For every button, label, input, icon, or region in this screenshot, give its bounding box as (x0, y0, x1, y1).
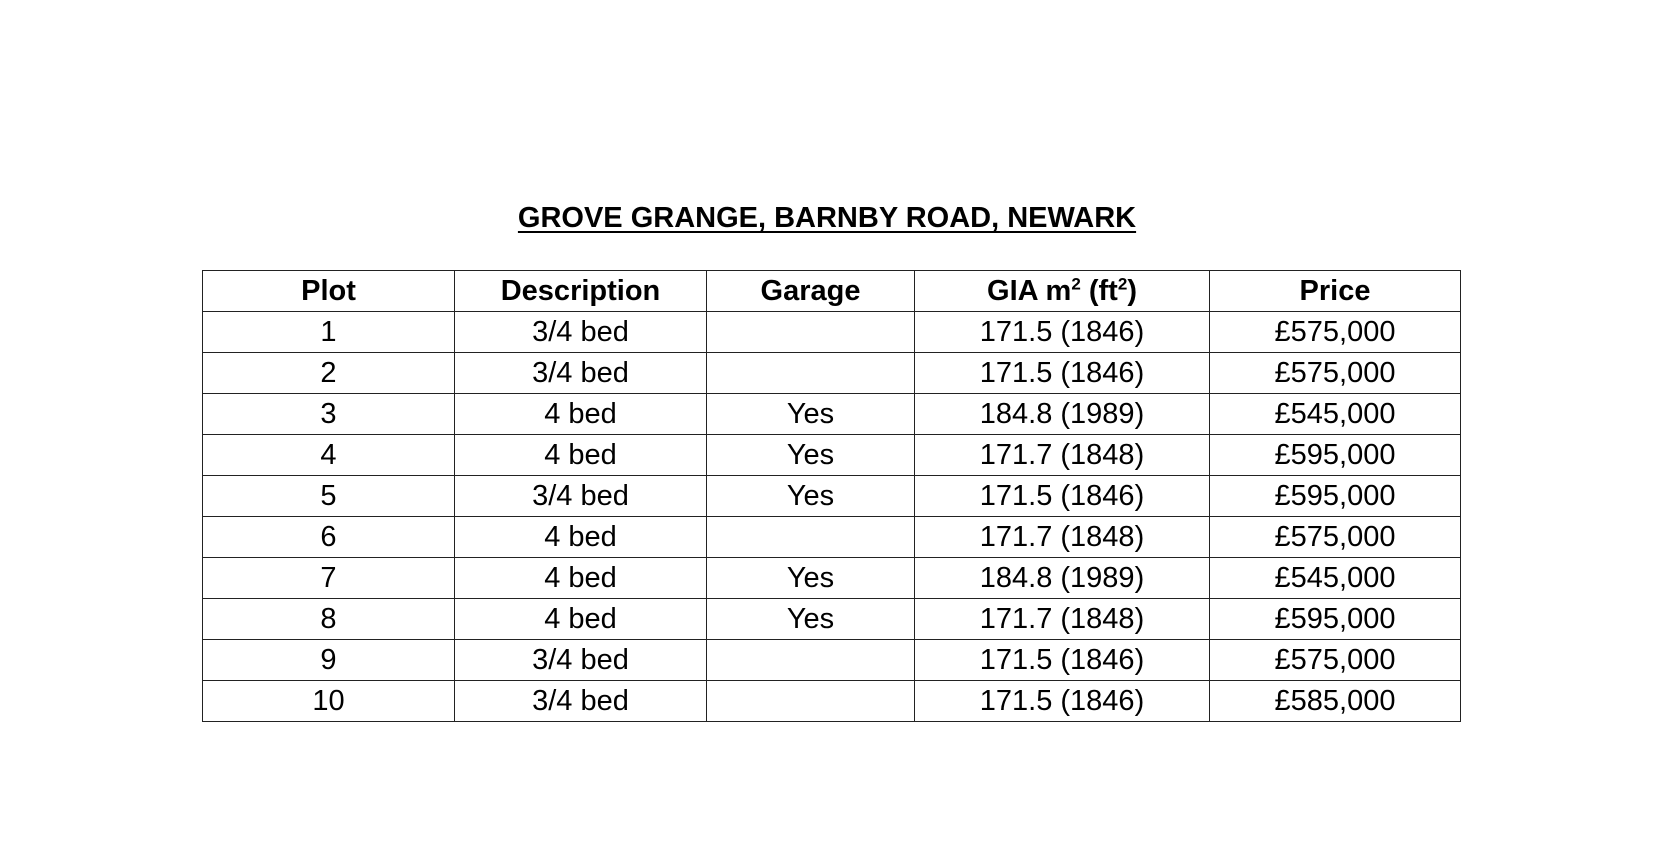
cell-price: £595,000 (1210, 599, 1461, 640)
cell-price: £545,000 (1210, 394, 1461, 435)
cell-description: 3/4 bed (455, 640, 707, 681)
table-row (203, 476, 1461, 517)
cell-gia: 184.8 (1989) (915, 558, 1210, 599)
gia-header-suffix: ) (1127, 275, 1137, 307)
cell-description: 4 bed (455, 517, 707, 558)
gia-header-prefix: GIA m (987, 275, 1072, 307)
cell-description: 4 bed (455, 558, 707, 599)
cell-garage (707, 640, 915, 681)
cell-plot: 6 (203, 517, 455, 558)
cell-garage: Yes (707, 599, 915, 640)
cell-garage: Yes (707, 394, 915, 435)
table-row (203, 517, 1461, 558)
cell-plot: 3 (203, 394, 455, 435)
cell-garage (707, 517, 915, 558)
gia-header-mid: (ft (1080, 275, 1118, 307)
cell-description: 3/4 bed (455, 681, 707, 722)
cell-price: £595,000 (1210, 476, 1461, 517)
cell-plot: 2 (203, 353, 455, 394)
column-header-plot: Plot (203, 271, 455, 312)
cell-gia: 171.5 (1846) (915, 681, 1210, 722)
table-header-row (203, 271, 1461, 312)
cell-plot: 8 (203, 599, 455, 640)
column-header-gia (915, 271, 1210, 312)
cell-gia: 171.5 (1846) (915, 476, 1210, 517)
cell-garage (707, 353, 915, 394)
table-row (203, 599, 1461, 640)
cell-gia: 171.7 (1848) (915, 599, 1210, 640)
cell-description: 4 bed (455, 599, 707, 640)
cell-garage: Yes (707, 435, 915, 476)
cell-plot: 7 (203, 558, 455, 599)
table-row (203, 394, 1461, 435)
column-header-garage: Garage (707, 271, 915, 312)
column-header-description: Description (455, 271, 707, 312)
cell-price: £575,000 (1210, 640, 1461, 681)
document-title: GROVE GRANGE, BARNBY ROAD, NEWARK (517, 202, 1137, 234)
cell-description: 3/4 bed (455, 312, 707, 353)
cell-gia: 171.7 (1848) (915, 435, 1210, 476)
gia-header-sup-m: 2 (1071, 274, 1081, 294)
table-row (203, 558, 1461, 599)
cell-description: 4 bed (455, 394, 707, 435)
cell-garage: Yes (707, 558, 915, 599)
cell-price: £575,000 (1210, 517, 1461, 558)
table-row (203, 681, 1461, 722)
cell-plot: 1 (203, 312, 455, 353)
cell-price: £575,000 (1210, 312, 1461, 353)
cell-description: 3/4 bed (455, 476, 707, 517)
cell-garage (707, 312, 915, 353)
plot-price-table (202, 270, 1461, 722)
table-row (203, 312, 1461, 353)
cell-garage (707, 681, 915, 722)
cell-garage: Yes (707, 476, 915, 517)
cell-plot: 9 (203, 640, 455, 681)
cell-gia: 171.5 (1846) (915, 312, 1210, 353)
table-row (203, 353, 1461, 394)
cell-price: £585,000 (1210, 681, 1461, 722)
cell-price: £545,000 (1210, 558, 1461, 599)
cell-plot: 5 (203, 476, 455, 517)
column-header-price: Price (1210, 271, 1461, 312)
cell-gia: 171.5 (1846) (915, 640, 1210, 681)
cell-plot: 10 (203, 681, 455, 722)
cell-gia: 171.7 (1848) (915, 517, 1210, 558)
gia-header-sup-ft: 2 (1117, 274, 1128, 294)
cell-plot: 4 (203, 435, 455, 476)
table-row (203, 435, 1461, 476)
table-row (203, 640, 1461, 681)
cell-price: £575,000 (1210, 353, 1461, 394)
cell-price: £595,000 (1210, 435, 1461, 476)
cell-description: 4 bed (455, 435, 707, 476)
cell-gia: 184.8 (1989) (915, 394, 1210, 435)
cell-gia: 171.5 (1846) (915, 353, 1210, 394)
cell-description: 3/4 bed (455, 353, 707, 394)
